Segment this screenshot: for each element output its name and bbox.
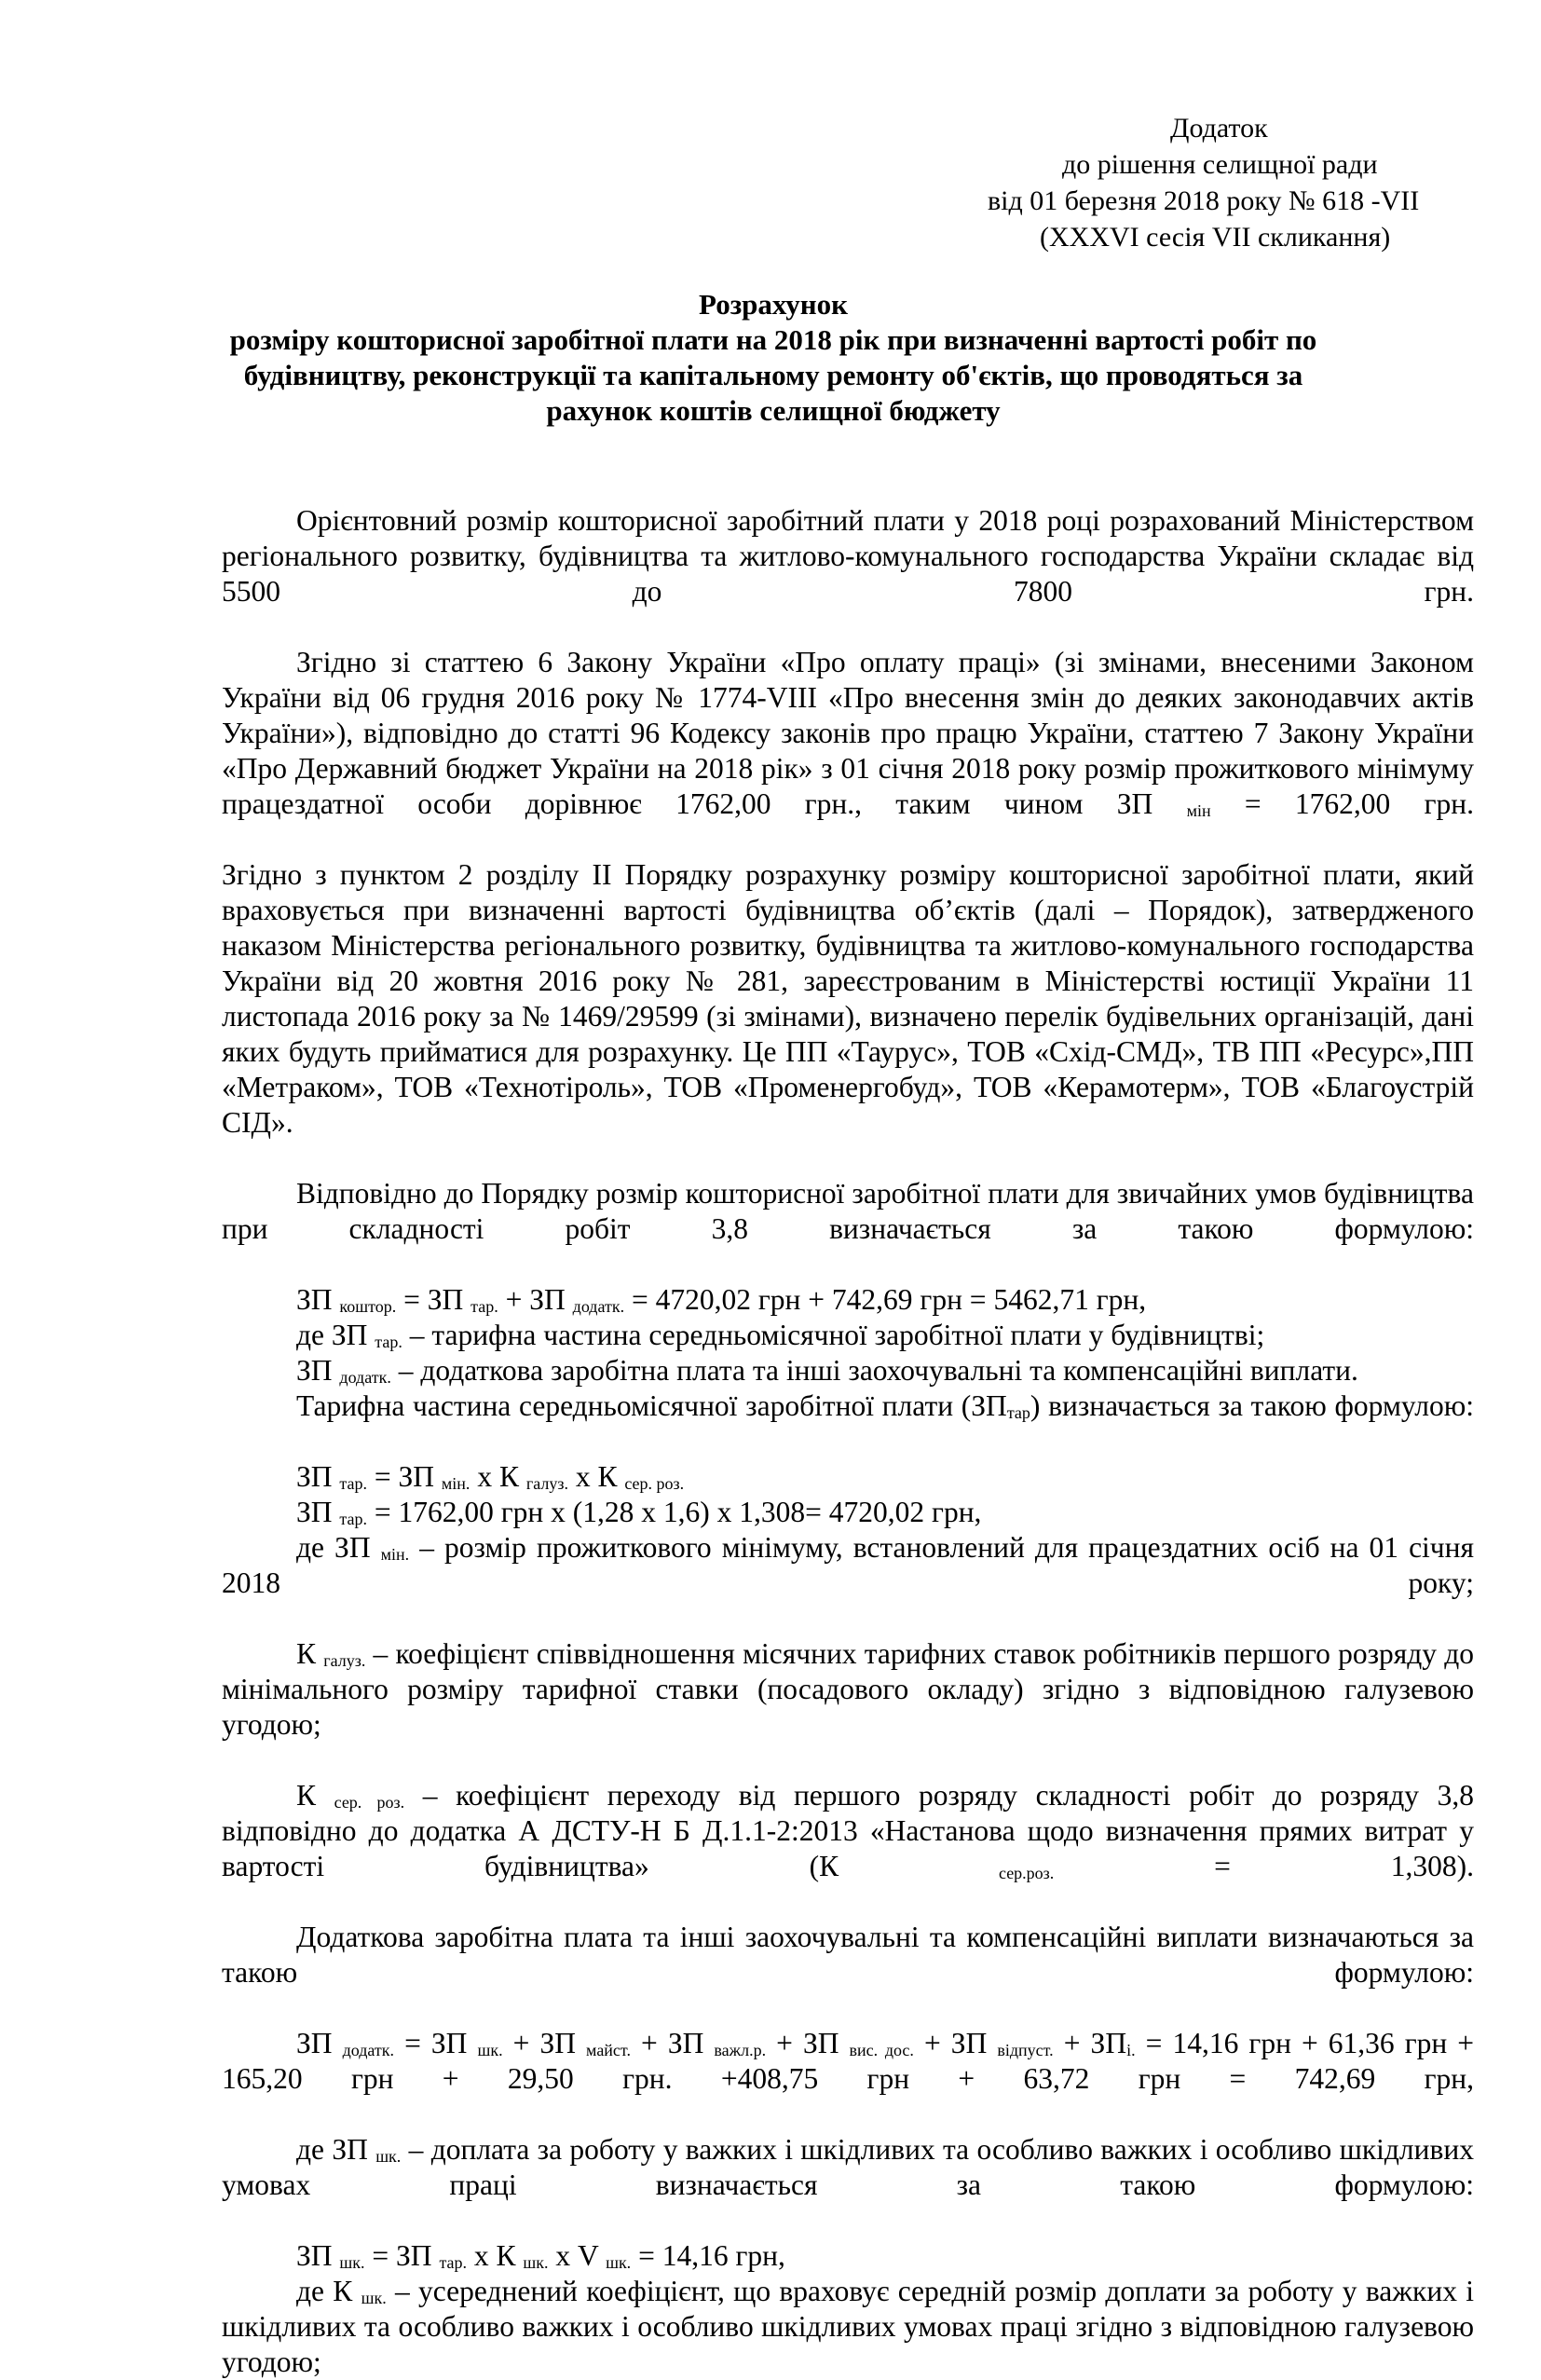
title-line-2: розміру кошторисної заробітної плати на 2018 рік при визначенні вартості робіт по — [229, 323, 1317, 356]
paragraph-2: Згідно зі статтею 6 Закону України «Про оплату праці» (зі змінами, внесеними Законом України від 06 грудня 2016 року № 1774-VIII «Про внесення змін до деяких законодавчих актів України»), відповідно до статті 96 Кодексу законів про працю України, статтею 7 Закону України «Про Державний бюджет України на 2018 рік» з 01 січня 2018 року розмір прожиткового мінімуму працездатної особи дорівнює 1762,00 грн., таким чином ЗП $_{мін}$ = 1762,00 грн. — [222, 646, 1474, 820]
paragraph-10: де ЗП $_{шк.}$ – доплата за роботу у важких і шкідливих та особливо важких і особливо шкідливих умовах праці визначається за такою формулою: — [222, 2133, 1474, 2201]
formula-3: ЗП $_{додатк.}$ = ЗП $_{шк.}$ + ЗП $_{майст.}$ + ЗП $_{важл.р.}$ + ЗП $_{вис. дос.}$ + ЗП $_{відпуст.} + ЗП_{і.} = 14,16$ грн + 61,36 грн + 165,20 грн + 29,50 грн. +408,75 грн + 63,72 грн = 742,69 грн, — [222, 2027, 1475, 2095]
header-line-3: від 01 березня 2018 року № 618 -VII — [988, 185, 1420, 216]
appendix-header — [978, 110, 1500, 255]
header-line-2: до рішення селищної ради — [1062, 149, 1378, 180]
formula-1-legend-1: де ЗП $_{тар.}$ – тарифна частина середньомісячної заробітної плати у будівництві; — [296, 1319, 1265, 1351]
document-title — [186, 287, 1360, 429]
title-line-3: будівництву, реконструкції та капітальному ремонту об'єктів, що проводяться за — [243, 359, 1303, 391]
formula-4: ЗП $_{шк.}$ = ЗП $_{тар.}$ х К $_{шк.}$ х V $_{шк.}$ = 14,16 грн, — [296, 2239, 785, 2272]
formula-1-legend-2: ЗП $_{додатк.}$ – додаткова заробітна плата та інші заохочувальні та компенсаційні виплати. — [296, 1354, 1358, 1387]
paragraph-5: Тарифна частина середньомісячної заробітної плати $(ЗП_{тар})$ визначається за такою формулою: — [296, 1389, 1474, 1422]
paragraph-7: К $_{галуз.}$ – коефіцієнт співвідношення місячних тарифних ставок робітників першого розряду до мінімального розміру тарифної ставки (посадового окладу) згідно з відповідною галузевою угодою; — [222, 1637, 1474, 1741]
document-body — [222, 503, 1474, 2380]
title-line-1: Розрахунок — [699, 288, 848, 321]
header-line-4: (XXXVI сесія VII скликання) — [1040, 222, 1391, 253]
paragraph-3: Згідно з пунктом 2 розділу ІІ Порядку розрахунку розміру кошторисної заробітної плати, який враховується при визначенні вартості будівництва об’єктів (далі – Порядок), затвердженого наказом Міністерства регіонального розвитку, будівництва та житлово-комунального господарства України від 20 жовтня 2016 року № 281, зареєстрованим в Міністерстві юстиції України 11 листопада 2016 року за № 1469/29599 (зі змінами), визначено перелік будівельних організацій, дані яких будуть прийматися для розрахунку. Це ПП «Таурус», ТОВ «Схід-СМД», ТВ ПП «Ресурс»,ПП «Метраком», ТОВ «Технотіроль», ТОВ «Променергобуд», ТОВ «Керамотерм», ТОВ «Благоустрій СІД». — [222, 858, 1474, 1139]
paragraph-1: Орієнтовний розмір кошторисної заробітний плати у 2018 році розрахований Міністерством регіонального розвитку, будівництва та житлово-комунального господарства України складає від 5500 до 7800 грн. — [222, 504, 1474, 608]
formula-2: ЗП $_{тар.}$ = ЗП $_{мін.}$ х К $_{галуз.}$ х К $_{сер. роз.}$ — [296, 1460, 685, 1493]
title-line-4: рахунок коштів селищної бюджету — [546, 394, 1001, 427]
formula-1: ЗП $_{коштор.}$ = ЗП $_{тар.}$ + ЗП $_{додатк.}$ = 4720,02 грн + 742,69 грн = 5462,71 грн, — [296, 1283, 1147, 1316]
paragraph-8: К $_{сер. роз.}$ – коефіцієнт переходу від першого розряду складності робіт до розряду 3,8 відповідно до додатка А ДСТУ-Н Б Д.1.1-2:2013 «Настанова щодо визначення прямих витрат у вартості будівництва» (К $_{сер.роз.}$ = 1,308). — [222, 1779, 1475, 1882]
formula-2-calc: ЗП $_{тар.}$ = 1762,00 грн х (1,28 х 1,6) х 1,308= 4720,02 грн, — [296, 1496, 982, 1528]
paragraph-9: Додаткова заробітна плата та інші заохочувальні та компенсаційні виплати визначаються за такою формулою: — [222, 1921, 1474, 1989]
paragraph-4: Відповідно до Порядку розмір кошторисної заробітної плати для звичайних умов будівництва при складності робіт 3,8 визначається за такою формулою: — [222, 1177, 1474, 1245]
paragraph-6: де ЗП $_{мін.}$ – розмір прожиткового мінімуму, встановлений для працездатних осіб на 01 січня 2018 року; — [222, 1531, 1474, 1599]
paragraph-11: де К $_{шк.}$ – усереднений коефіцієнт, що враховує середній розмір доплати за роботу у важких і шкідливих та особливо важких і особливо шкідливих умовах праці згідно з відповідною галузевою угодою; — [222, 2275, 1474, 2378]
header-line-1: Додаток — [1170, 113, 1268, 144]
